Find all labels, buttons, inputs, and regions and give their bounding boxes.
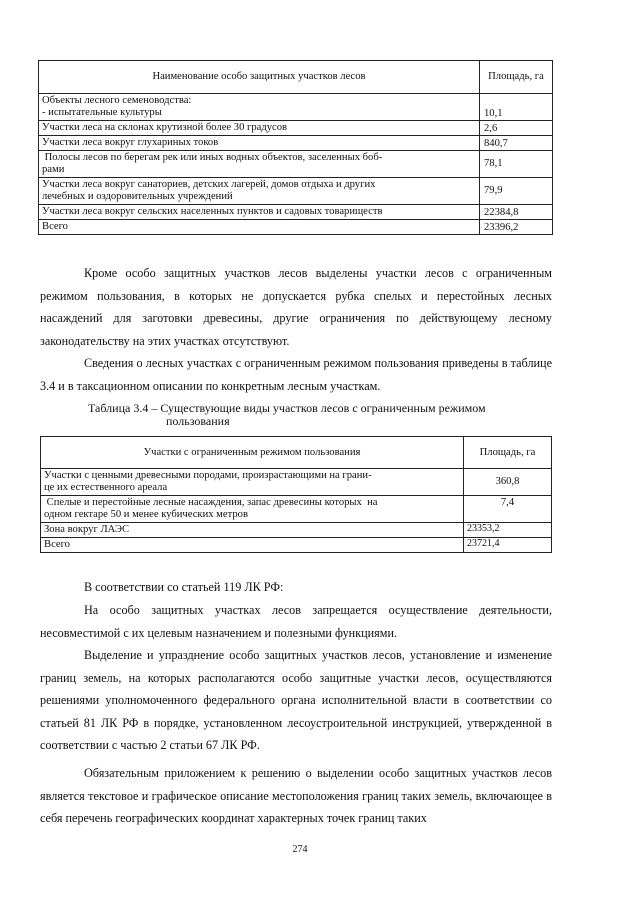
caption-line: Таблица 3.4 – Существующие виды участков лесов с ограниченным режимом [88,401,486,415]
row-area: 79,9 [480,178,553,205]
row-name [39,94,480,121]
table-row [39,151,553,178]
table-row [41,496,552,523]
table-row [41,469,552,496]
restricted-areas-table [40,436,552,553]
paragraph: Обязательным приложением к решению о выделении особо защитных участков лесов является текстовое и графическое описание местоположения границ таких земель, включающее в себя перечень географических координат характерных точек границ таких [40,766,552,825]
paragraph: На особо защитных участках лесов запрещается осуществление деятельности, несовместимой с их целевым назначением и полезными функциями. [40,603,552,640]
table-row [41,523,552,538]
row-name [39,178,480,205]
header-name: Наименование особо защитных участков лесов [39,61,480,94]
row-name-line: одном гектаре 50 и менее кубических метров [44,509,248,520]
row-name: Зона вокруг ЛАЭС [41,523,464,538]
row-name [41,496,464,523]
table-header-row [39,61,553,94]
row-name-line: лечебных и оздоровительных учреждений [42,191,233,202]
row-name-line: рами [42,164,65,175]
table-row [39,178,553,205]
protective-areas-table [38,60,553,235]
row-area: 22384,8 [480,205,553,220]
row-name [39,151,480,178]
row-name-line: Полосы лесов по берегам рек или иных водных объектов, заселенных боб- [42,152,383,163]
caption-line: пользования [166,414,230,428]
row-name-line: Участки с ценными древесными породами, произрастающими на грани- [44,470,372,481]
paragraph: Выделение и упразднение особо защитных участков лесов, установление и изменение границ земель, на которых располагаются особо защитные участки лесов, осуществляются решениями уполномоченного федерального органа исполнительной власти в соответствии со статьей 81 ЛК РФ в порядке, установленном лесоустроительной инструкцией, утвержденной в соответствии с частью 2 статьи 67 ЛК РФ. [40,648,552,752]
page-number: 274 [292,844,308,855]
row-area: 7,4 [464,496,552,523]
row-name: Всего [39,220,480,235]
row-name-line: - испытательные культуры [42,107,162,118]
paragraph: Кроме особо защитных участков лесов выделены участки лесов с ограниченным режимом пользования, в которых не допускается рубка спелых и перестойных лесных насаждений для заготовки древесины, другие ограничения по действующему лесному законодательству на этих участках отсутствуют. [40,266,552,348]
paragraph: В соответствии со статьей 119 ЛК РФ: [84,580,284,594]
row-name-line: Объекты лесного семеноводства: [42,95,192,106]
table-row [39,136,553,151]
row-name-line: Участки леса вокруг санаториев, детских лагерей, домов отдыха и других [42,179,376,190]
row-name [41,469,464,496]
paragraph: Сведения о лесных участках с ограниченным режимом пользования приведены в таблице 3.4 и в таксационном описании по конкретным лесным участкам. [40,356,552,393]
row-name: Участки леса вокруг сельских населенных пунктов и садовых товариществ [39,205,480,220]
row-name-line: це их естественного ареала [44,482,168,493]
row-area: 78,1 [480,151,553,178]
row-area: 840,7 [480,136,553,151]
row-name: Участки леса вокруг глухариных токов [39,136,480,151]
table-total-row [41,538,552,553]
table-row [39,94,553,121]
header-area: Площадь, га [480,61,553,94]
row-name: Всего [41,538,464,553]
table-caption [88,402,538,428]
row-area: 23353,2 [464,523,552,538]
header-area: Площадь, га [464,437,552,469]
table-row [39,121,553,136]
table-total-row [39,220,553,235]
row-area: 23396,2 [480,220,553,235]
header-name: Участки с ограниченным режимом пользования [41,437,464,469]
row-name-line: Спелые и перестойные лесные насаждения, запас древесины которых на [44,497,378,508]
row-area: 360,8 [464,469,552,496]
row-name: Участки леса на склонах крутизной более 30 градусов [39,121,480,136]
table-row [39,205,553,220]
row-area: 10,1 [480,94,553,121]
row-area: 23721,4 [464,538,552,553]
row-area: 2,6 [480,121,553,136]
table-header-row [41,437,552,469]
